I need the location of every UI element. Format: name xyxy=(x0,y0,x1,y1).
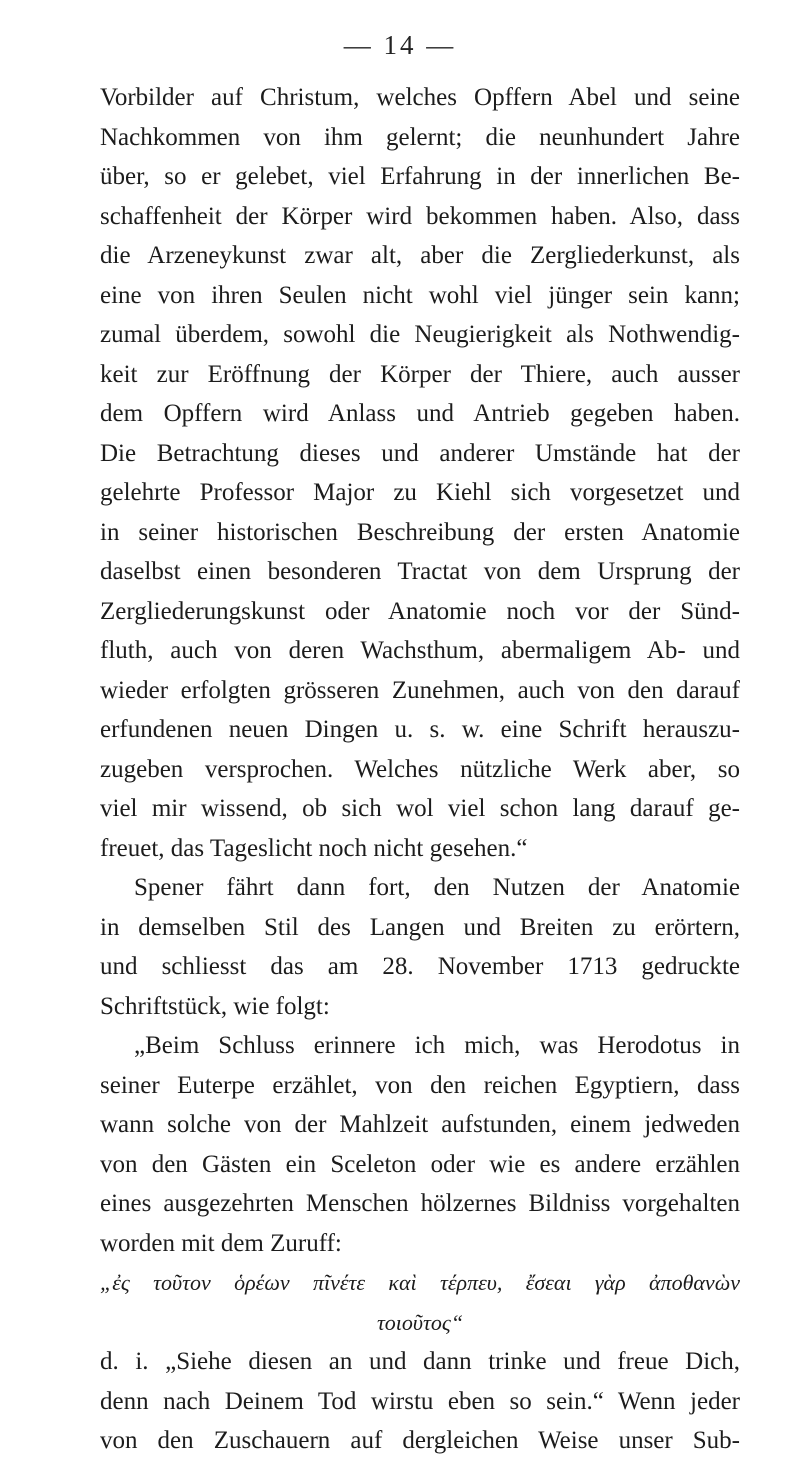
text-line: Zergliederungskunst oder Anatomie noch vor der Sünd- xyxy=(100,597,740,625)
greek-quote-line: „ἐς τοῦτον ὁρέων πῖνέτε καὶ τέρπευ, ἔσεαι γὰρ ἀποθανὼν xyxy=(100,1270,740,1295)
text-line: in demselben Stil des Langen und Breiten zu erörtern, xyxy=(100,913,740,941)
text-line: von den Gästen ein Sceleton oder wie es andere erzählen xyxy=(100,1150,740,1178)
text-line: Schriftstück, wie folgt: xyxy=(100,992,330,1020)
text-line: daselbst einen besonderen Tractat von dem Ursprung der xyxy=(100,558,740,585)
text-line: keit zur Eröffnung der Körper der Thiere, auch ausser xyxy=(100,360,740,388)
text-line: zugeben versprochen. Welches nützliche Werk aber, so xyxy=(100,755,740,783)
text-line: in seiner historischen Beschreibung der ersten Anatomie xyxy=(100,518,740,546)
text-line: seiner Euterpe erzählet, von den reichen Egyptiern, dass xyxy=(100,1071,740,1099)
text-line: Die Betrachtung dieses und anderer Umstände hat der xyxy=(100,439,740,467)
text-line: wann solche von der Mahlzeit aufstunden, einem jedweden xyxy=(100,1111,740,1138)
text-line: schaffenheit der Körper wird bekommen haben. Also, dass xyxy=(100,202,740,230)
text-line: freuet, das Tageslicht noch nicht gesehen.“ xyxy=(100,834,528,862)
text-line: d. i. „Siehe diesen an und dann trinke und freue Dich, xyxy=(100,1348,740,1375)
text-line: eine von ihren Seulen nicht wohl viel jünger sein kann; xyxy=(100,281,740,309)
text-line: viel mir wissend, ob sich wol viel schon lang darauf ge- xyxy=(100,795,740,822)
text-line: und schliesst das am 28. November 1713 gedruckte xyxy=(100,953,740,980)
text-line: worden mit dem Zuruff: xyxy=(100,1229,342,1257)
text-line: eines ausgezehrten Menschen hölzernes Bildniss vorgehalten xyxy=(100,1190,740,1217)
text-line: die Arzeneykunst zwar alt, aber die Zergliederkunst, als xyxy=(100,242,740,269)
page-number: — 14 — xyxy=(343,30,457,60)
text-line: denn nach Deinem Tod wirstu eben so sein.“ Wenn jeder xyxy=(100,1387,740,1415)
text-line: gelehrte Professor Major zu Kiehl sich vorgesetzet und xyxy=(100,479,740,506)
text-line: Vorbilder auf Christum, welches Opffern Abel und seine xyxy=(100,84,740,111)
text-line: dem Opffern wird Anlass und Antrieb gegeben haben. xyxy=(100,400,740,427)
text-line: erfundenen neuen Dingen u. s. w. eine Schrift herauszu- xyxy=(100,716,740,743)
text-line: zumal überdem, sowohl die Neugierigkeit als Nothwendig- xyxy=(100,321,740,348)
text-line: über, so er gelebet, viel Erfahrung in der innerlichen Be- xyxy=(100,163,740,190)
text-line: Spener fährt dann fort, den Nutzen der Anatomie xyxy=(134,874,740,901)
text-line: von den Zuschauern auf dergleichen Weise unser Sub- xyxy=(100,1427,740,1454)
text-line: wieder erfolgten grösseren Zunehmen, auch von den darauf xyxy=(100,676,740,704)
text-line: „Beim Schluss erinnere ich mich, was Herodotus in xyxy=(134,1032,740,1059)
text-line: Nachkommen von ihm gelernt; die neunhundert Jahre xyxy=(100,123,740,151)
text-line: fluth, auch von deren Wachsthum, abermaligem Ab- und xyxy=(100,637,740,664)
body-text xyxy=(100,78,740,1461)
greek-quote-line: τοιοῦτος“ xyxy=(376,1309,464,1335)
